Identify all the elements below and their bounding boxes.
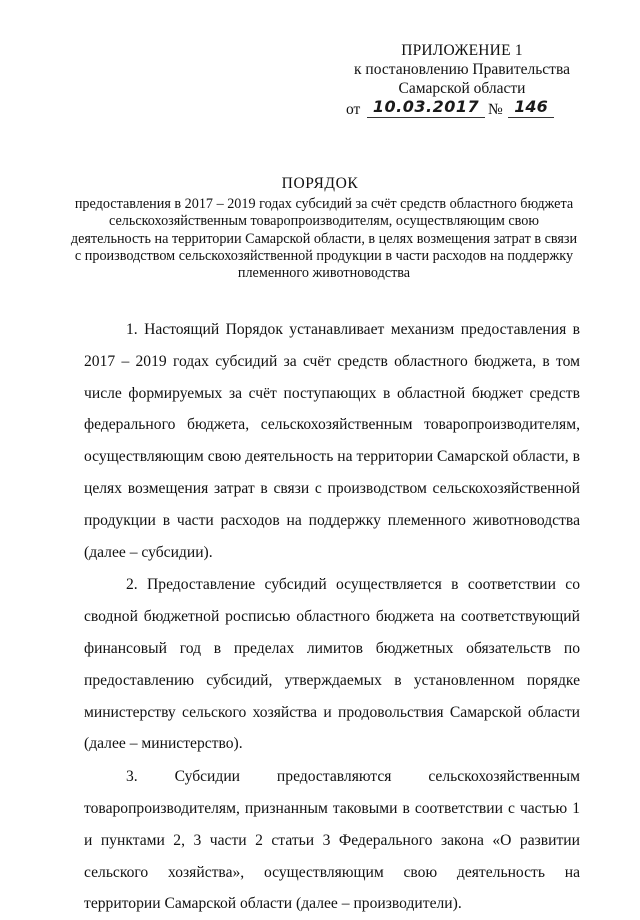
document-body	[84, 314, 580, 920]
appendix-title: ПРИЛОЖЕНИЕ 1	[401, 42, 523, 59]
document-title: ПОРЯДОК	[281, 175, 359, 192]
date-label: от	[346, 101, 361, 118]
date-number-line	[346, 97, 586, 121]
paragraph-1: 1. Настоящий Порядок устанавливает механизм предоставления в 2017 – 2019 годах субсидий за счёт средств областного бюджета, в том числе формируемых за счёт поступающих в областной бюджет средств федерального бюджета, сельскохозяйственным товаропроизводителям, осуществляющим свою деятельность на территории Самарской области, в целях возмещения затрат в связи с производством сельскохозяйственной продукции в части расходов на поддержку племенного животноводства (далее – субсидии).	[84, 321, 580, 561]
handwritten-date: 10.03.2017	[367, 97, 485, 118]
number-label: №	[488, 101, 503, 118]
paragraph-2: 2. Предоставление субсидий осуществляется в соответствии со сводной бюджетной росписью областного бюджета на соответствующий финансовый год в пределах лимитов бюджетных обязательств по предоставлению субсидий, утверждаемых в установленном порядке министерству сельского хозяйства и продовольствия Самарской области (далее – министерство).	[84, 576, 580, 753]
document-subtitle: предоставления в 2017 – 2019 годах субсидий за счёт средств областного бюджета сельскохозяйственным товаропроизводителям, осуществляющим свою деятельность на территории Самарской области, в целях возмещения затрат в связи с производством сельскохозяйственной продукции в части расходов на поддержку племенного животноводства	[70, 196, 578, 282]
paragraph-3: 3. Субсидии предоставляются сельскохозяйственным товаропроизводителям, признанным таковыми в соответствии с частью 1 и пунктами 2, 3 части 2 статьи 3 Федерального закона «О развитии сельского хозяйства», осуществляющим свою деятельность на территории Самарской области (далее – производители).	[84, 768, 580, 913]
appendix-header	[318, 41, 606, 98]
handwritten-number: 146	[508, 97, 554, 118]
appendix-line-2: Самарской области	[398, 80, 526, 97]
appendix-line-1: к постановлению Правительства	[354, 61, 570, 78]
